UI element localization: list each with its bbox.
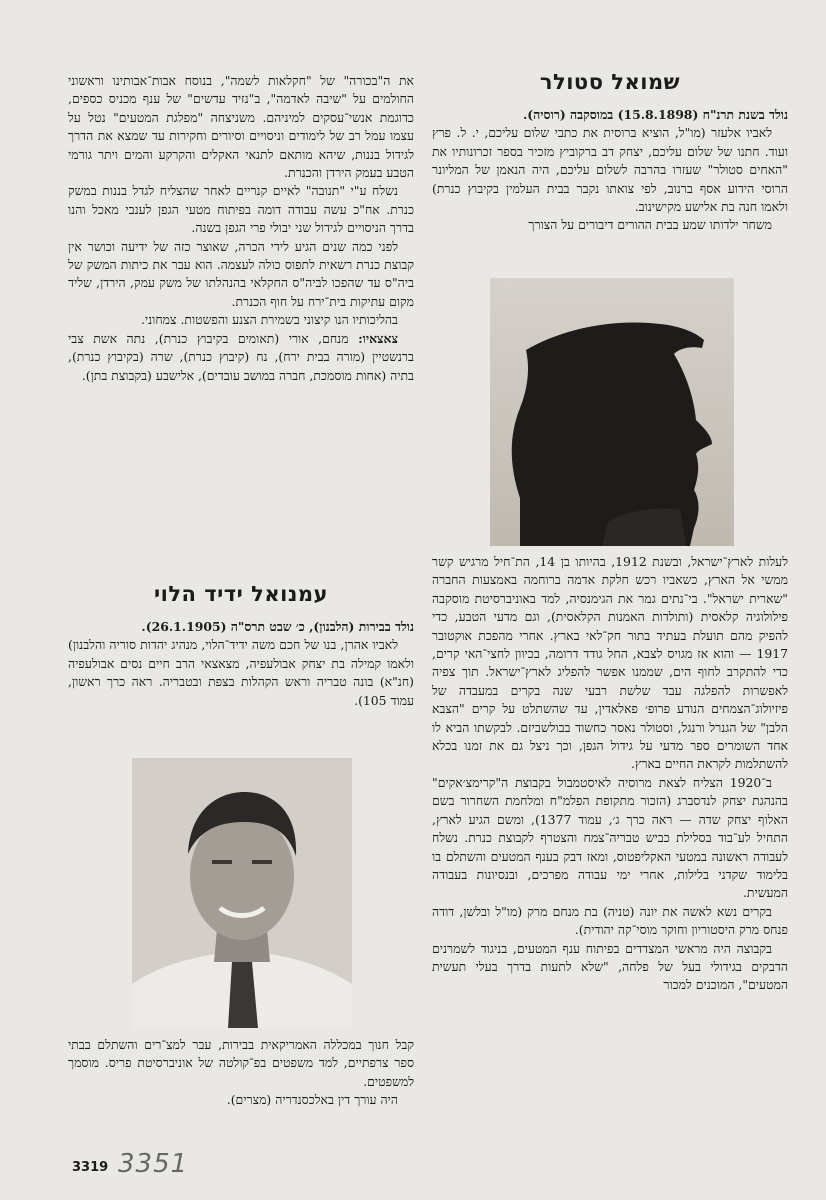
stoler-body-p3: בקרים נשא לאשה את יונה (טניה) בת מנחם מרק (מו"ל ובלשן, דודה פנחס מרק היסטוריון וחוקר מוסי־קה יהודית). [432,903,788,938]
portrait-photo-halevi [132,758,352,1028]
halevi-birth-line: נולד בבירות (הלבנון), כ׳ שבט תרס"ה (26.1.1905). [141,619,414,634]
halevi-bio-continued [68,1036,414,1110]
halevi-bio [68,618,414,710]
stoler-body-p2: ב־1920 הצליח לצאת מרוסיה לאיסטמבול בקבוצת ה"קרימצ׳אקים" בהנהגת יצחק לנדסברג (הזכור מתקופת הפלמ"ח ומלחמת השחרור בשם האלוף יצחק שדה — ראה כרך ג׳, עמוד 1377), ומשם הגיע לארץ, התחיל לע־בוד בסלילת כביש טבריה־צמח והצטרף לקבוצת כנרת. נשלח לעבודה ראשונה במטעי האקליפטוס, ומאז דבק בענף המטעים והשתלם בו בלימוד שקדני בלילות, אחרי ימי עבודה מפרכים, ובנסיונות בעבודה המעשית. [432,774,788,901]
stoler-body-p4: בקבוצה היה מראשי המצדדים בפיתוח ענף המטעים, בניגוד לשמרנים הדבקים בגידולי בעל של פלחה, "שלא לתעות בדרך בעלי תעשית המטעים", המוכנים למכור [432,940,788,993]
title-emanuel-yedid-halevi: עמנואל ידיד הלוי [153,582,329,606]
handwritten-number: 3351 [118,1149,189,1179]
continuation-p3: לפני כמה שנים הגיע לידי הכרה, שאוצר כזה של ידיעה וכושר אין קבוצת כנרת רשאית לתפוס כולה לעצמה. הוא עבר את כיתות המשק של ביה"ס עד שהפכו לביה"ס החקלאי בהנהלתו של משק עמק, הירדן, שליד מקום עתיקות בית־ירח על חוף הכנרת. [68,238,414,309]
stoler-body [432,553,788,995]
halevi-education: קבל חנוך במכללה האמריקאית בבירות, עבר למצ־רים והשתלם בבתי ספר צרפתיים, למד משפטים בפ־קולטה של אוניברסיטת פריס. מוסמך למשפטים. [68,1037,414,1089]
continuation-p2: נשלח ע"י "תנובה" לאיים קנריים לאחר שהצליח לגדל בננות במשק כנרת. אח"כ עשה עבודה דומה בפיתוח מטעי הגפן לענבי מאכל והנו בדרך הניסויים לגידול שני יבולי פרי הגפן בשנה. [68,183,414,236]
halevi-profession: היה עורך דין באלכסנדריה (מצרים). [226,1092,398,1108]
title-shmuel-stoler: שמואל סטולר [539,70,681,94]
stoler-body-p1: לעלות לארץ־ישראל, ובשנת 1912, בהיותו בן 14, הת־חיל מרגיש קשר ממשי אל הארץ, כשאביו רכש חלקת אדמה ברוחמה באמצעות החברה "שארית ישראל". בי־נתים גמר את הגימנסיה, למד באוניברסיטת מוסקבה פילולוגיה קלאסית (ותולדות האמנות הקלאסית), וגם מדעי הטבע, כדי להפיק מהם תועלת בעתיד בתור חק־לאי בארץ. אחרי מהפכת אוקטובר 1917 — והוא אז מגויס לצבא, החל גודד דרומה, בכיוון לחצי־האי קרים, כדי להתקרב לחוף הים, שממנו אפשר להפליג לארץ־ישראל. תוך צפיה לאפשרות להפלגה עבד שלשת רבעי שנה בקרים במעבדה של פיזיולוג־הצמחים הנודע פרופ׳ פאלאדין, עד שהשתלט על קרים "הצבא הלבן" של הגנרל ורנגל, וסטולר נאסר כחשוד בבולשביזם. לבקשתו הביא לו אחד השומרים ספר מדעי על גידול הגפן, וכך ניצל גם את זמנו בכלא להשתלמות לקראת החיים בארץ. [432,554,788,772]
page-number: 3319 [72,1160,109,1175]
descendants-label: צאצאיו: [358,330,398,346]
silhouette-image [490,278,734,546]
portrait-image [132,758,352,1028]
descendants-text: מנחם, אורי (תאומים בקיבוץ כנרת), נתה אשת צבי ברנשטיין (מורה בבית ירח), נח (קיבוץ כנרת), שרה (בקיבוץ כנרת), בתיה (אחות מוסמכת, חברה במושב עובדים), אלישבע (בקבוצת בתן). [68,330,414,383]
stoler-parents: לאביו אלעזר (מו"ל, הוציא ברוסית את כתבי שלום עליכם, י. ל. פרץ ועוד. חתנו של שלום עליכם, יצחק דב ברקוביץ מזכיר בספר זכרונותיו את "האחים סטולר" שעזרו בהרבה לשלום עליכם, היה הנאמן של המליונר הרוסי הידוע אסף ברנוב, לפי צואתו נקבר בבית העלמין בקיבוץ כנרת) ולאמו חנה בת אלישע מקישינוב. [432,125,788,215]
continuation-p4: בהליכותיו הנו קיצוני בשמירת הצנע והפשטות. צמחוני. [140,312,398,328]
stoler-birth-line: נולד בשנת תרנ"ח (15.8.1898) במוסקבה (רוסיה). [522,107,788,122]
stoler-intro [432,106,788,235]
stoler-childhood: משחר ילדותו שמע בבית ההורים דיבורים על הצורך [528,217,772,233]
stoler-continuation [68,72,414,385]
descendants [68,330,414,385]
continuation-p1: את ה"בכורה" של "חקלאות לשמה", בנוסח אבות־אבותינו וראשוני החולמים על "שיבה לאדמה", ב"נזיד עדשים" של ענף מכניס כספים, כדוגמת אנשי־עסקים למיניהם. משניצחה "מפלגת המטעים" נטל על עצמו עמל רב של לימודים וניסויים וסיורים וחקירות עד שמצא את הדרך לגידול בננות, שיהא מותאם לתנאי האקלים והקרקע והמים ויתר גורמי הטבע בעמק הירדן והכנרת. [68,73,414,181]
portrait-silhouette-stoler [490,278,734,546]
halevi-parents: לאביו אהרן, בנו של חכם משה ידיד־הלוי, מנהיג יהדות סוריה והלבנון) ולאמו קמילה בת יצחק אבולעפיה, מצאצאי הרב חיים נסים אבולעפיה (חנ"א) בונה טבריה וראש הקהלות בצפת ובטבריה. ראה כרך ראשון, עמוד 105). [68,637,414,708]
